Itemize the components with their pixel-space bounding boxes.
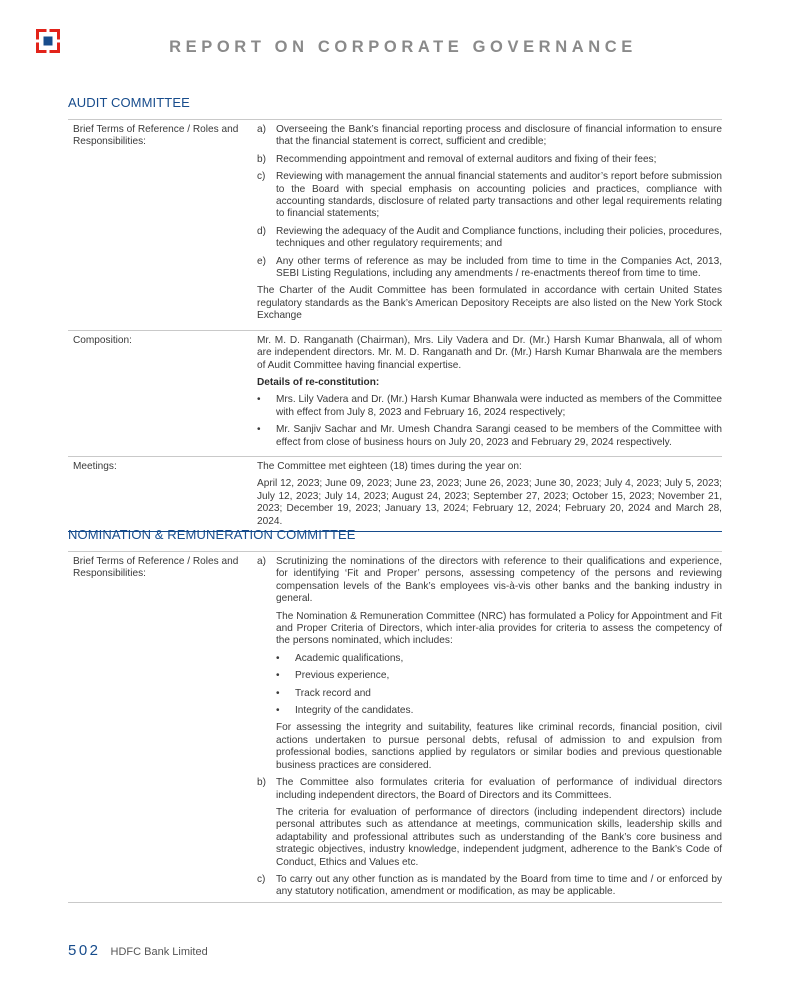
list-item: a) Scrutinizing the nominations of the directors with reference to their qualifications and experience, for identifying ‘Fit and Proper’ persons, assessing competency of the persons and reviewing compensation levels of the Bank’s employees vis-à-vis other banks and the banking industry in general. xyxy=(257,556,722,605)
row-content xyxy=(252,331,722,456)
row-content xyxy=(252,120,722,330)
row-label: Brief Terms of Reference / Roles and Responsibilities: xyxy=(73,124,239,148)
criteria-item: • Track record and xyxy=(276,687,371,699)
integrity-paragraph: For assessing the integrity and suitability, features like criminal records, financial position, civil actions undertaken to pursue personal debts, refusal of admission to and expulsion from professional bodies, sanctions applied by regulators or similar bodies and previous questionable business practices are considered. xyxy=(276,722,722,771)
meeting-dates: April 12, 2023; June 09, 2023; June 23, 2023; June 26, 2023; June 30, 2023; July 4, 2023; July 5, 2023; July 12, 2023; July 14, 2023; August 24, 2023; September 27, 2023; October 15, 2023; November 21, 2023; December 19, 2023; January 13, 2024; February 12, 2024; February 20, 2024 and March 28, 2024. xyxy=(257,478,722,527)
company-name: HDFC Bank Limited xyxy=(110,946,208,958)
list-item: d) Reviewing the adequacy of the Audit and Compliance functions, including their policies, procedures, techniques and other regulatory requirements; and xyxy=(257,225,722,250)
row-label: Composition: xyxy=(73,334,132,346)
meetings-intro: The Committee met eighteen (18) times during the year on: xyxy=(257,460,522,472)
list-item: c) Reviewing with management the annual financial statements and auditor’s report before submission to the Board with special emphasis on accounting policies and practices, compliance with accounting standards, disclosure of related party transactions and other legal requirements relating to financial statements; xyxy=(257,171,722,220)
nrc-terms-row xyxy=(68,551,722,903)
reconstitution-heading: Details of re-constitution: xyxy=(257,376,380,388)
audit-committee-heading: AUDIT COMMITTEE xyxy=(68,95,190,110)
list-item: b) The Committee also formulates criteria for evaluation of performance of individual directors including independent directors, the Board of Directors and its Committees. xyxy=(257,777,722,801)
evaluation-criteria-paragraph: The criteria for evaluation of performance of directors (including independent directors) include personal attributes such as attendance at meetings, communication skills, leadership skills and adaptability and professional attributes such as understanding of the Bank’s core business and strategic objectives, industry knowledge, independent judgment, adherence to the Bank’s Code of Conduct, Ethics and Values etc. xyxy=(276,806,722,868)
row-label: Meetings: xyxy=(73,460,117,472)
list-item: • Mr. Sanjiv Sachar and Mr. Umesh Chandra Sarangi ceased to be members of the Committee with effect from close of business hours on July 20, 2023 and February 29, 2024 respectively. xyxy=(257,424,722,448)
criteria-item: • Integrity of the candidates. xyxy=(276,705,414,717)
policy-paragraph: The Nomination & Remuneration Committee (NRC) has formulated a Policy for Appointment and Fit and Proper Criteria of Directors, which inter-alia provides for criteria to assess the competency of the persons nominated, which includes: xyxy=(276,610,722,647)
page-footer xyxy=(68,942,208,959)
criteria-item: • Academic qualifications, xyxy=(276,652,404,664)
nrc-heading: NOMINATION & REMUNERATION COMMITTEE xyxy=(68,527,356,542)
list-item: b) Recommending appointment and removal of external auditors and fixing of their fees; xyxy=(257,153,657,165)
composition-paragraph: Mr. M. D. Ranganath (Chairman), Mrs. Lily Vadera and Dr. (Mr.) Harsh Kumar Bhanwala, all of whom are independent directors. Mr. M. D. Ranganath and Dr. (Mr.) Harsh Kumar Bhanwala are the members of Audit Committee having financial expertise. xyxy=(257,334,722,371)
page-number: 502 xyxy=(68,942,101,959)
row-content xyxy=(252,457,722,531)
nrc-table xyxy=(68,551,722,903)
page-title: REPORT ON CORPORATE GOVERNANCE xyxy=(169,38,637,56)
list-item: e) Any other terms of reference as may be included from time to time in the Companies Act, 2013, SEBI Listing Regulations, including any amendments / re-enactments thereof from time to time. xyxy=(257,255,722,280)
list-item: • Mrs. Lily Vadera and Dr. (Mr.) Harsh Kumar Bhanwala were inducted as members of the Committee with effect from July 8, 2023 and February 16, 2024 respectively; xyxy=(257,394,722,418)
criteria-item: • Previous experience, xyxy=(276,670,390,682)
audit-terms-row xyxy=(68,119,722,330)
row-label: Brief Terms of Reference / Roles and Responsibilities: xyxy=(73,556,239,580)
audit-meetings-row xyxy=(68,456,722,532)
list-item: a) Overseeing the Bank’s financial reporting process and disclosure of financial information to ensure that the financial statement is correct, sufficient and credible; xyxy=(257,124,722,148)
audit-composition-row xyxy=(68,330,722,456)
audit-committee-table xyxy=(68,119,722,532)
charter-paragraph: The Charter of the Audit Committee has been formulated in accordance with certain United States regulatory standards as the Bank’s American Depository Receipts are also listed on the New York Stock Exchange xyxy=(257,285,722,322)
row-content xyxy=(252,552,722,902)
list-item: c) To carry out any other function as is mandated by the Board from time to time and / or enforced by any statutory notification, amendment or modification, as may be applicable. xyxy=(257,873,722,898)
